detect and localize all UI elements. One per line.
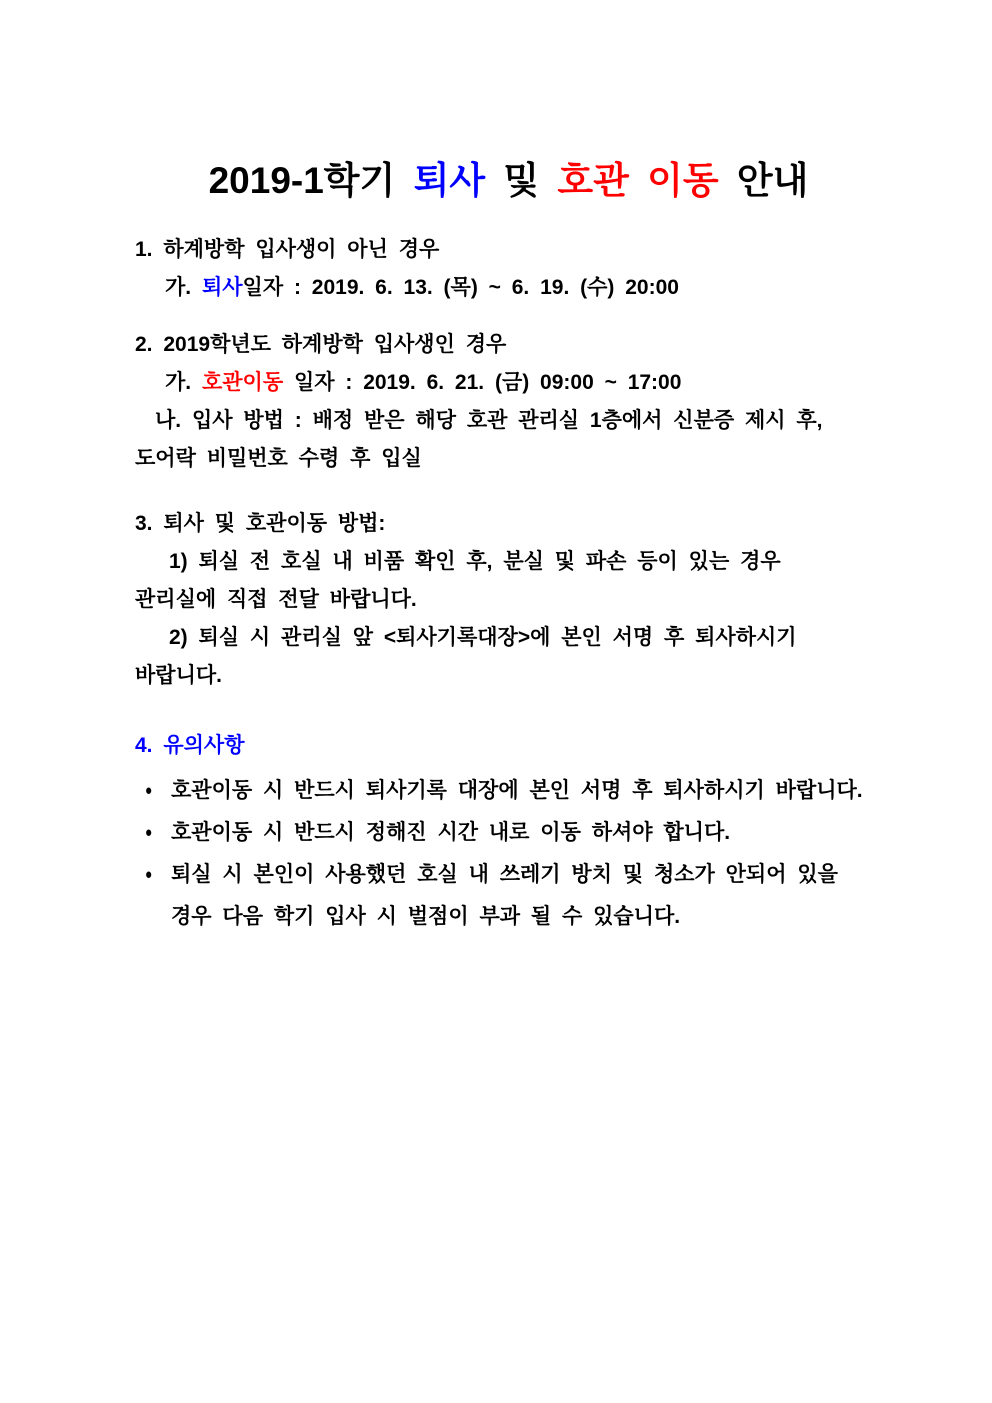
section3-heading: 3. 퇴사 및 호관이동 방법: xyxy=(135,512,386,535)
section2-move-date-line xyxy=(135,364,882,402)
precaution-text-line1: 퇴실 시 본인이 사용했던 호실 내 쓰레기 방치 및 청소가 안되어 있을 xyxy=(171,863,838,886)
bullet-icon: ● xyxy=(145,866,153,883)
section-checkout-method xyxy=(135,505,882,695)
section2-checkin-method-line2: 도어락 비밀번호 수령 후 입실 xyxy=(135,447,422,470)
section-precautions xyxy=(135,727,882,938)
section1-checkout-date-text: 일자 : 2019. 6. 13. (목) ~ 6. 19. (수) 20:00 xyxy=(242,276,679,299)
section3-item1-line2: 관리실에 직접 전달 바랍니다. xyxy=(135,588,417,611)
section2-building-move-highlight: 호관이동 xyxy=(201,371,284,394)
section2-move-date-text: 일자 : 2019. 6. 21. (금) 09:00 ~ 17:00 xyxy=(283,371,682,394)
section-summer-resident xyxy=(135,326,882,478)
section1-item-a-prefix: 가. xyxy=(165,276,202,299)
title-semester-text: 2019-1학기 xyxy=(208,160,414,201)
section2-heading: 2. 2019학년도 하계방학 입사생인 경우 xyxy=(135,333,507,356)
title-building-move-text: 호관 이동 xyxy=(557,160,719,201)
precaution-item-sign-record xyxy=(135,770,882,812)
section2-item-a-prefix: 가. xyxy=(165,371,202,394)
section-not-summer-resident xyxy=(135,231,882,307)
precaution-item-move-on-time xyxy=(135,812,882,854)
section3-item1-line1: 1) 퇴실 전 호실 내 비품 확인 후, 분실 및 파손 등이 있는 경우 xyxy=(169,550,781,573)
section4-heading: 4. 유의사항 xyxy=(135,734,245,757)
title-and-text: 및 xyxy=(485,160,558,201)
section1-checkout-date-line xyxy=(135,269,882,307)
section1-heading: 1. 하계방학 입사생이 아닌 경우 xyxy=(135,238,440,261)
page-title xyxy=(135,158,882,204)
precaution-item-cleaning-penalty xyxy=(135,854,882,938)
section2-checkin-method-line1: 나. 입사 방법 : 배정 받은 해당 호관 관리실 1층에서 신분증 제시 후, xyxy=(155,409,823,432)
precaution-text: 호관이동 시 반드시 정해진 시간 내로 이동 하셔야 합니다. xyxy=(171,821,731,844)
precaution-text xyxy=(171,854,838,938)
section3-item2-line1: 2) 퇴실 시 관리실 앞 <퇴사기록대장>에 본인 서명 후 퇴사하시기 xyxy=(169,626,797,649)
section1-checkout-highlight: 퇴사 xyxy=(201,276,243,299)
bullet-icon: ● xyxy=(145,782,153,799)
title-guide-text: 안내 xyxy=(718,160,809,201)
title-checkout-text: 퇴사 xyxy=(413,160,486,201)
precaution-text-line2: 경우 다음 학기 입사 시 벌점이 부과 될 수 있습니다. xyxy=(171,905,681,928)
bullet-icon: ● xyxy=(145,824,153,841)
section3-item2-line2: 바랍니다. xyxy=(135,664,222,687)
precaution-text: 호관이동 시 반드시 퇴사기록 대장에 본인 서명 후 퇴사하시기 바랍니다. xyxy=(171,779,863,802)
